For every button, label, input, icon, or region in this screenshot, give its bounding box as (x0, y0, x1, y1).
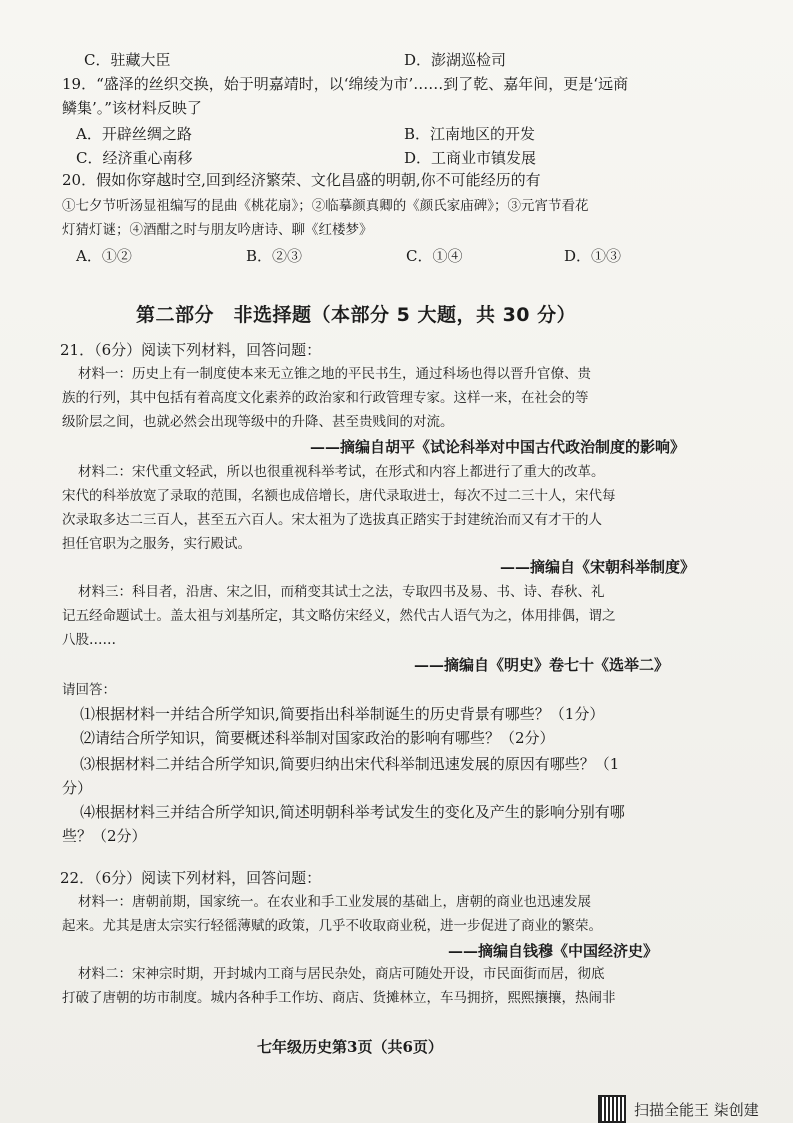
q21-material2-line1: 材料二：宋代重文轻武，所以也很重视科举考试，在形式和内容上都进行了重大的改革。 (78, 464, 605, 480)
q21-material3-source: ——摘编自《明史》卷七十《选举二》 (414, 656, 670, 674)
q22-material1-line1: 材料一：唐朝前期，国家统一。在农业和手工业发展的基础上，唐朝的商业也迅速发展 (78, 894, 591, 910)
q19-stem-line1: 19．“盛泽的丝织交换，始于明嘉靖时，以‘绵绫为市’……到了乾、嘉年间，更是‘远商 (62, 75, 629, 93)
q21-question-3-line1: ⑶根据材料二并结合所学知识,简要归纳出宋代科举制迅速发展的原因有哪些？（1 (80, 755, 620, 773)
q19-option-c: C．经济重心南移 (76, 149, 193, 167)
q20-items-line2: 灯猜灯谜；④酒酣之时与朋友吟唐诗、聊《红楼梦》 (62, 222, 373, 238)
q20-stem: 20．假如你穿越时空,回到经济繁荣、文化昌盛的明朝,你不可能经历的有 (62, 171, 541, 189)
q19-stem-line2: 鳞集’。”该材料反映了 (62, 99, 202, 117)
option-d-prev: D．澎湖巡检司 (404, 51, 507, 69)
q21-question-4-line1: ⑷根据材料三并结合所学知识,简述明朝科举考试发生的变化及产生的影响分别有哪 (80, 803, 625, 821)
q21-material1-line1: 材料一：历史上有一制度使本来无立锥之地的平民书生，通过科场也得以晋升官僚、贵 (78, 366, 591, 382)
part2-title: 第二部分 非选择题（本部分 5 大题，共 30 分） (136, 304, 577, 326)
page-footer: 七年级历史第3页（共6页） (257, 1038, 443, 1056)
option-c-prev: C．驻藏大臣 (84, 51, 171, 69)
q21-material2-source: ——摘编自《宋朝科举制度》 (500, 558, 696, 576)
q21-material3-line2: 记五经命题试士。盖太祖与刘基所定，其文略仿宋经义，然代古人语气为之，体用排偶，谓之 (62, 608, 616, 624)
q19-option-b: B．江南地区的开发 (404, 125, 536, 143)
scanner-watermark: 扫描全能王 柒创建 (634, 1101, 759, 1119)
q20-option-c: C．①④ (406, 247, 463, 265)
q21-material1-source: ——摘编自胡平《试论科举对中国古代政治制度的影响》 (310, 438, 686, 456)
q21-material2-line4: 担任官职为之服务，实行殿试。 (62, 536, 251, 552)
q20-option-a: A．①② (76, 247, 132, 265)
q22-material2-line1: 材料二：宋神宗时期，开封城内工商与居民杂处，商店可随处开设，市民面街而居，彻底 (78, 966, 605, 982)
q20-option-b: B．②③ (246, 247, 303, 265)
q21-material1-line2: 族的行列，其中包括有着高度文化素养的政治家和行政管理专家。这样一来，在社会的等 (62, 390, 589, 406)
q21-material3-line3: 八股…… (62, 632, 116, 648)
q21-material2-line3: 次录取多达二三百人，甚至五六百人。宋太祖为了选拔真正踏实于封建统治而又有才干的人 (62, 512, 602, 528)
q19-option-d: D．工商业市镇发展 (404, 149, 537, 167)
q21-header: 21．（6分）阅读下列材料，回答问题： (60, 341, 322, 359)
q21-material2-line2: 宋代的科举放宽了录取的范围，名额也成倍增长，唐代录取进士，每次不过二三十人，宋代每 (62, 488, 616, 504)
q22-material2-line2: 打破了唐朝的坊市制度。城内各种手工作坊、商店、货摊林立，车马拥挤，熙熙攘攘，热闹非 (62, 990, 616, 1006)
q20-items-line1: ①七夕节听汤显祖编写的昆曲《桃花扇》；②临摹颜真卿的《颜氏家庙碑》；③元宵节看花 (62, 198, 589, 214)
q21-ask-label: 请回答： (62, 682, 116, 698)
q19-option-a: A．开辟丝绸之路 (76, 125, 192, 143)
q21-question-2: ⑵请结合所学知识，简要概述科举制对国家政治的影响有哪些？（2分） (80, 729, 555, 747)
qr-code-icon (598, 1095, 626, 1123)
q21-question-4-line2: 些？（2分） (62, 827, 147, 845)
q22-header: 22．（6分）阅读下列材料，回答问题： (60, 869, 322, 887)
q21-question-3-line2: 分） (62, 779, 93, 797)
q22-material1-source: ——摘编自钱穆《中国经济史》 (448, 942, 659, 960)
q22-material1-line2: 起来。尤其是唐太宗实行轻徭薄赋的政策，几乎不收取商业税，进一步促进了商业的繁荣。 (62, 918, 602, 934)
q21-material1-line3: 级阶层之间，也就必然会出现等级中的升降、甚至贵贱间的对流。 (62, 414, 454, 430)
q21-material3-line1: 材料三：科目者，沿唐、宋之旧，而稍变其试士之法，专取四书及易、书、诗、春秋、礼 (78, 584, 605, 600)
q21-question-1: ⑴根据材料一并结合所学知识,简要指出科举制诞生的历史背景有哪些？（1分） (80, 705, 605, 723)
q20-option-d: D．①③ (564, 247, 622, 265)
